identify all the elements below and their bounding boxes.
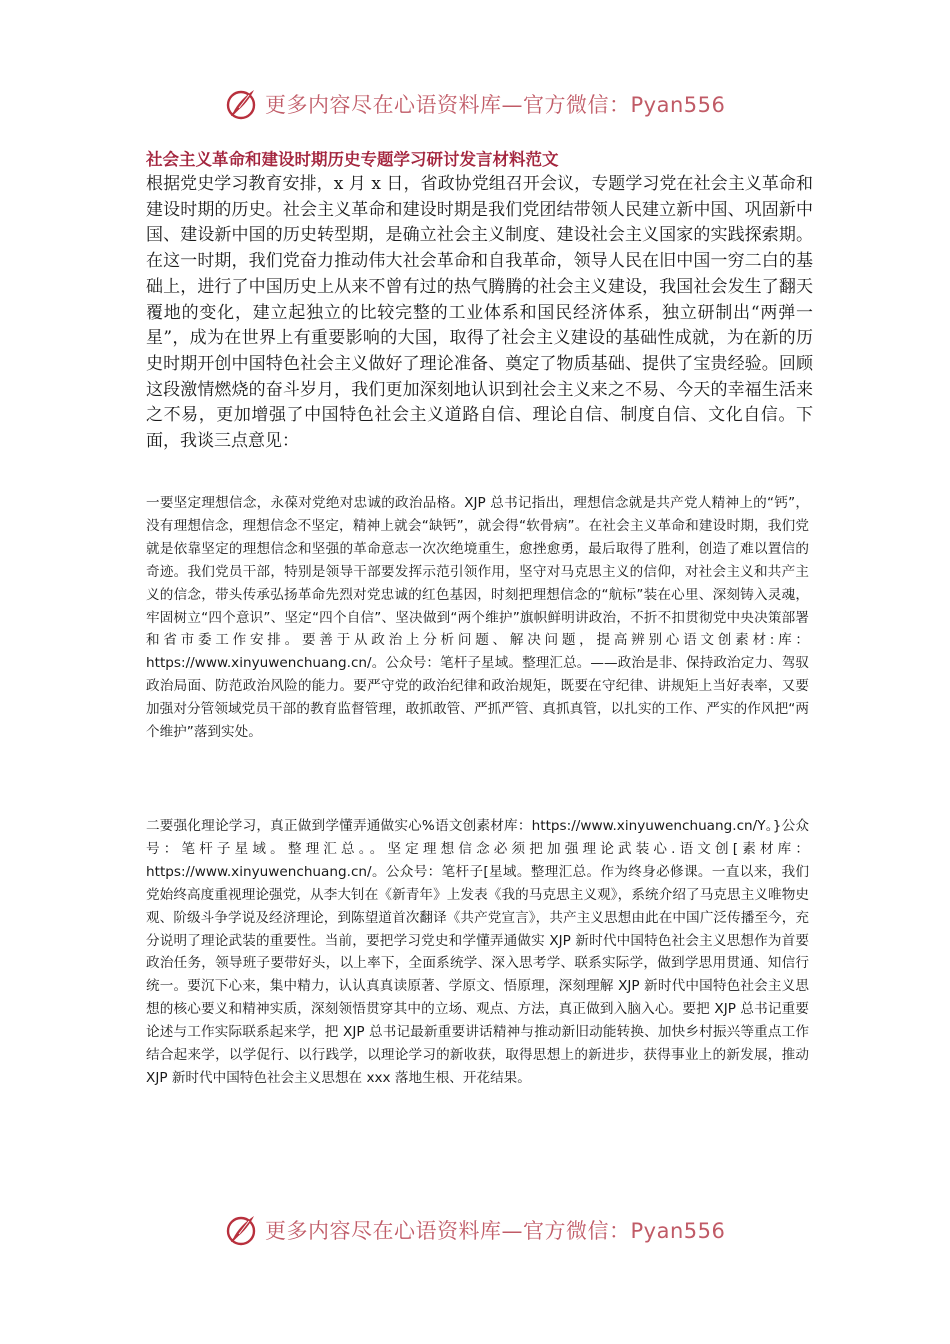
quill-pen-circle-icon xyxy=(223,86,259,122)
footer-watermark xyxy=(0,1204,950,1254)
watermark-text: 更多内容尽在心语资料库—官方微信：Pyan556 xyxy=(265,1219,726,1243)
body-paragraph-2: 二要强化理论学习，真正做到学懂弄通做实心%语文创素材库：https://www.xinyuwenchuang.cn/Y。}公众号：笔杆子星域。整理汇总。。坚定理想信念必须把加强理论武装心.语文创[素材库：https://www.xinyuwenchuang.cn/。公众号：笔杆子[星域。整理汇总。作为终身必修课。一直以来，我们党始终高度重视理论强党，从李大钊在《新青年》上发表《我的马克思主义观》，系统介绍了马克思主义唯物史观、阶级斗争学说及经济理论，到陈望道首次翻译《共产党宣言》，共产主义思想由此在中国广泛传播至今，充分说明了理论武装的重要性。当前，要把学习党史和学懂弄通做实 XJP 新时代中国特色社会主义思想作为首要政治任务，领导班子要带好头，以上率下，全面系统学、深入思考学、联系实际学，做到学思用贯通、知信行统一。要沉下心来，集中精力，认认真真读原著、学原文、悟原理，深刻理解 XJP 新时代中国特色社会主义思想的核心要义和精神实质，深刻领悟贯穿其中的立场、观点、方法，真正做到入脑入心。要把 XJP 总书记重要论述与工作实际联系起来学，把 XJP 总书记最新重要讲话精神与推动新旧动能转换、加快乡村振兴等重点工作结合起来学，以学促行、以行践学，以理论学习的新收获，取得思想上的新进步，获得事业上的新发展，推动 XJP 新时代中国特色社会主义思想在 xxx 落地生根、开花结果。 xyxy=(146,818,809,1086)
body-paragraph-1: 一要坚定理想信念，永葆对党绝对忠诚的政治品格。XJP 总书记指出，理想信念就是共产党人精神上的“钙”，没有理想信念，理想信念不坚定，精神上就会“缺钙”，就会得“软骨病”。在社会主义革命和建设时期，我们党就是依靠坚定的理想信念和坚强的革命意志一次次绝境重生，愈挫愈勇，最后取得了胜利，创造了难以置信的奇迹。我们党员干部，特别是领导干部要发挥示范引领作用，坚守对马克思主义的信仰，对社会主义和共产主义的信念，带头传承弘扬革命先烈对党忠诚的红色基因，时刻把理想信念的“航标”装在心里、深刻铸入灵魂，牢固树立“四个意识”、坚定“四个自信”、坚决做到“两个维护”旗帜鲜明讲政治，不折不扣贯彻党中央决策部署和省市委工作安排。要善于从政治上分析问题、解决问题，提高辨别心语文创素材:库：https://www.xinyuwenchuang.cn/。公众号：笔杆子星域。整理汇总。——政治是非、保持政治定力、驾驭政治局面、防范政治风险的能力。要严守党的政治纪律和政治规矩，既要在守纪律、讲规矩上当好表率，又要加强对分管领域党员干部的教育监督管理，敢抓敢管、严抓严管、真抓真管，以扎实的工作、严实的作风把“两个维护”落到实处。 xyxy=(146,495,809,741)
watermark-text: 更多内容尽在心语资料库—官方微信：Pyan556 xyxy=(265,93,726,117)
header-watermark xyxy=(0,78,950,128)
document-title: 社会主义革命和建设时期历史专题学习研讨发言材料范文 xyxy=(146,150,559,169)
quill-pen-circle-icon xyxy=(223,1212,259,1248)
intro-paragraph: 根据党史学习教育安排，x 月 x 日，省政协党组召开会议，专题学习党在社会主义革命和建设时期的历史。社会主义革命和建设时期是我们党团结带领人民建立新中国、巩固新中国、建设新中国的历史转型期，是确立社会主义制度、建设社会主义国家的实践探索期。在这一时期，我们党奋力推动伟大社会革命和自我革命，领导人民在旧中国一穷二白的基础上，进行了中国历史上从来不曾有过的热气腾腾的社会主义建设，我国社会发生了翻天覆地的变化，建立起独立的比较完整的工业体系和国民经济体系，独立研制出“两弹一星”，成为在世界上有重要影响的大国，取得了社会主义建设的基础性成就，为在新的历史时期开创中国特色社会主义做好了理论准备、奠定了物质基础、提供了宝贵经验。回顾这段激情燃烧的奋斗岁月，我们更加深刻地认识到社会主义来之不易、今天的幸福生活来之不易，更加增强了中国特色社会主义道路自信、理论自信、制度自信、文化自信。下面，我谈三点意见： xyxy=(146,174,813,452)
